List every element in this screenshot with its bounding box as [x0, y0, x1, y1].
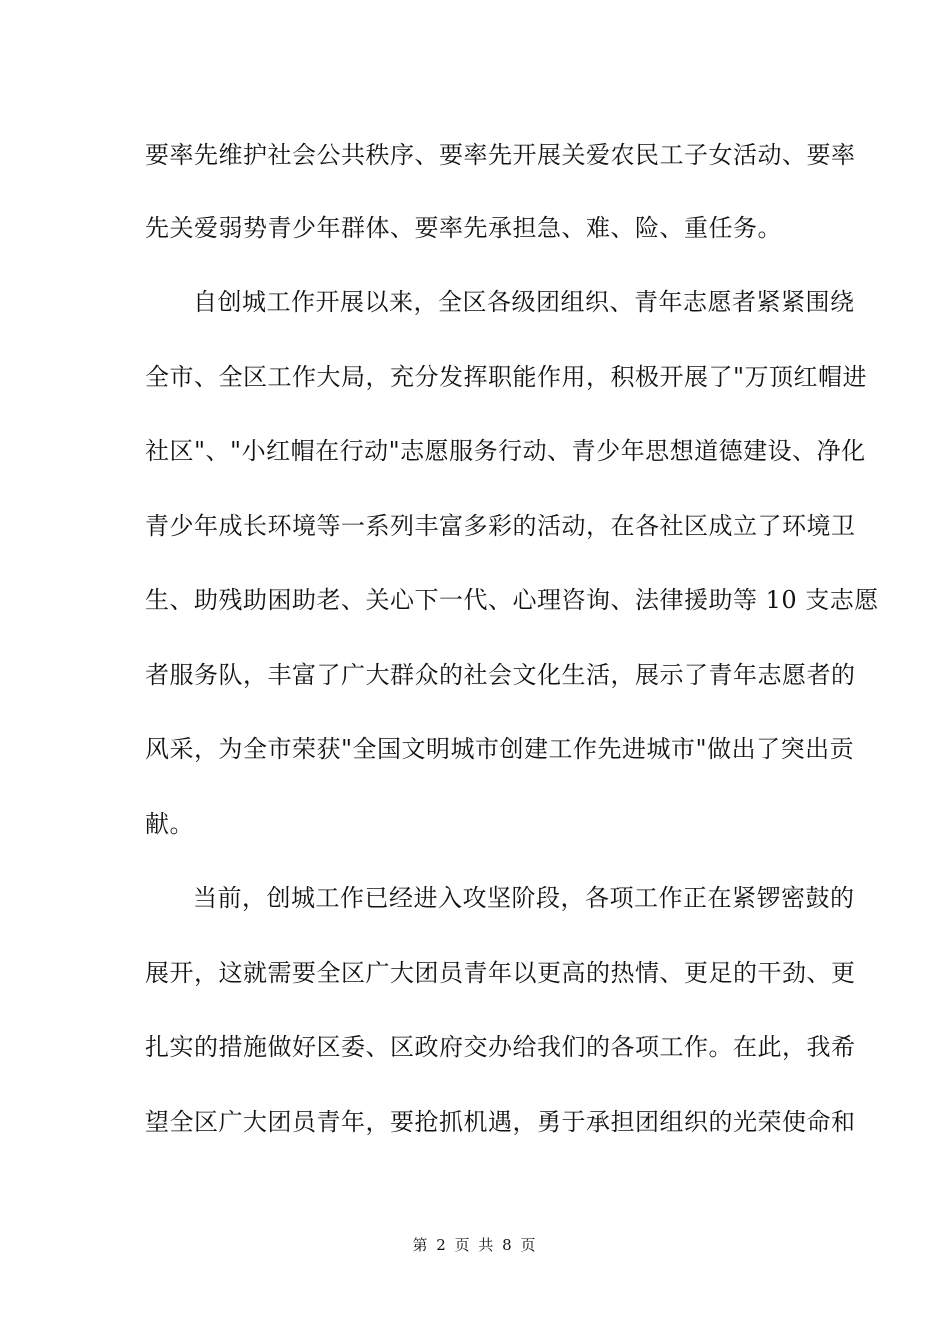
text-line-4: 全市、全区工作大局，充分发挥职能作用，积极开展了"万顶红帽进	[145, 363, 868, 391]
text-line-9: 风采，为全市荣获"全国文明城市创建工作先进城市"做出了突出贡	[145, 735, 855, 763]
text-line-12: 展开，这就需要全区广大团员青年以更高的热情、更足的干劲、更	[145, 959, 856, 987]
text-line-11: 当前，创城工作已经进入攻坚阶段，各项工作正在紧锣密鼓的	[193, 884, 855, 912]
text-line-1: 要率先维护社会公共秩序、要率先开展关爱农民工子女活动、要率	[145, 141, 856, 169]
page-number-footer: 第 2 页 共 8 页	[412, 1236, 538, 1254]
text-line-10: 献。	[145, 810, 194, 838]
text-line-13: 扎实的措施做好区委、区政府交办给我们的各项工作。在此，我希	[145, 1033, 856, 1061]
text-line-6: 青少年成长环境等一系列丰富多彩的活动，在各社区成立了环境卫	[145, 512, 856, 540]
text-line-8: 者服务队，丰富了广大群众的社会文化生活，展示了青年志愿者的	[145, 661, 856, 689]
text-line-14: 望全区广大团员青年，要抢抓机遇，勇于承担团组织的光荣使命和	[145, 1108, 856, 1136]
text-line-5: 社区"、"小红帽在行动"志愿服务行动、青少年思想道德建设、净化	[145, 437, 866, 465]
text-line-7: 生、助残助困助老、关心下一代、心理咨询、法律援助等 10 支志愿	[145, 586, 879, 614]
text-line-3: 自创城工作开展以来，全区各级团组织、青年志愿者紧紧围绕	[193, 288, 855, 316]
text-line-2: 先关爱弱势青少年群体、要率先承担急、难、险、重任务。	[145, 214, 782, 242]
